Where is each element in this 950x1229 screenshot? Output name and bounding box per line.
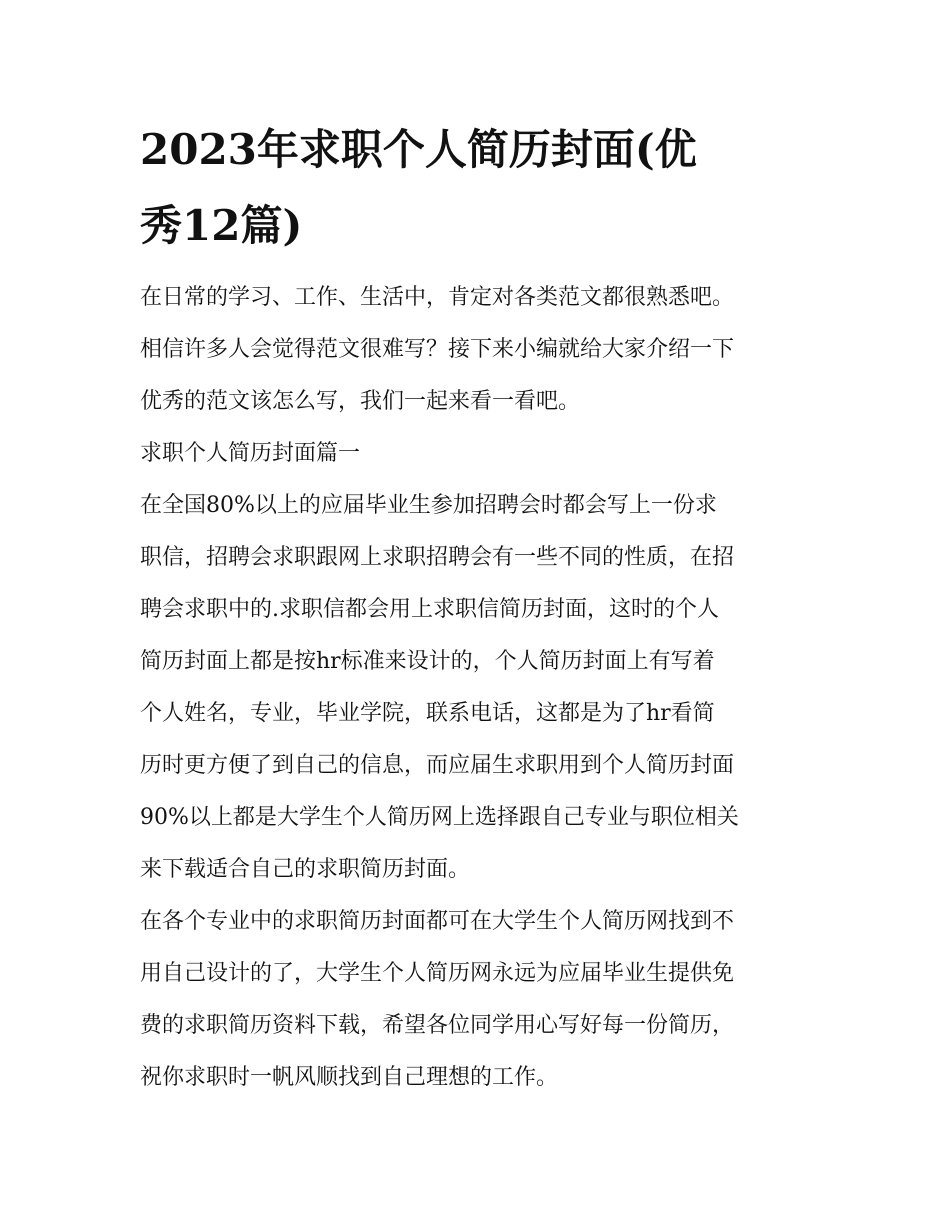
intro-paragraph — [140, 272, 820, 428]
text-line: 费的求职简历资料下载，希望各位同学用心写好每一份简历， — [140, 1013, 735, 1038]
body-paragraph-1 — [140, 480, 820, 896]
text-line: 来下载适合自己的求职简历封面。 — [140, 857, 471, 882]
document-title — [140, 112, 820, 264]
section-heading-text: 求职个人简历封面篇一 — [140, 441, 361, 466]
section-heading — [140, 428, 820, 480]
text-line: 简历封面上都是按hr标准来设计的，个人简历封面上有写着 — [140, 649, 715, 674]
text-line: 职信，招聘会求职跟网上求职招聘会有一些不同的性质，在招 — [140, 545, 735, 570]
title-line-2: 秀12篇) — [140, 201, 303, 250]
text-line: 祝你求职时一帆风顺找到自己理想的工作。 — [140, 1065, 559, 1090]
document-content — [140, 112, 820, 1104]
text-line: 在各个专业中的求职简历封面都可在大学生个人简历网找到不 — [140, 909, 735, 934]
text-line: 用自己设计的了，大学生个人简历网永远为应届毕业生提供免 — [140, 961, 735, 986]
text-line: 聘会求职中的.求职信都会用上求职信简历封面，这时的个人 — [140, 597, 719, 622]
text-line: 历时更方便了到自己的信息，而应届生求职用到个人简历封面 — [140, 753, 735, 778]
text-line: 在全国80%以上的应届毕业生参加招聘会时都会写上一份求 — [140, 493, 717, 518]
text-line: 优秀的范文该怎么写，我们一起来看一看吧。 — [140, 389, 581, 414]
text-line: 在日常的学习、工作、生活中，肯定对各类范文都很熟悉吧。 — [140, 285, 735, 310]
text-line: 90%以上都是大学生个人简历网上选择跟自己专业与职位相关 — [140, 805, 739, 830]
text-line: 相信许多人会觉得范文很难写？接下来小编就给大家介绍一下 — [140, 337, 735, 362]
title-line-1: 2023年求职个人简历封面(优 — [140, 125, 697, 174]
text-line: 个人姓名，专业，毕业学院，联系电话，这都是为了hr看简 — [140, 701, 715, 726]
document-body — [140, 272, 820, 1104]
body-paragraph-2 — [140, 896, 820, 1104]
